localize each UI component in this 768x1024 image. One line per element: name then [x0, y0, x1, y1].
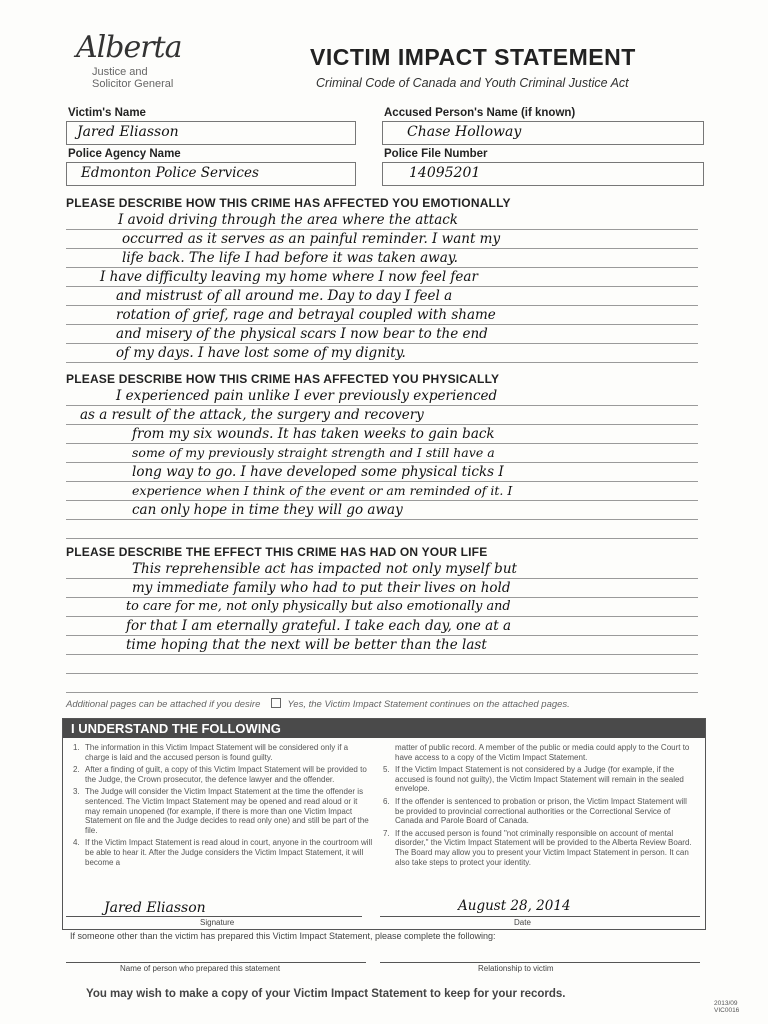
writing-line [66, 286, 698, 287]
handwritten-line: This reprehensible act has impacted not only myself but [132, 561, 517, 577]
understand-item: 1. The information in this Victim Impact Statement will be considered only if a charge is laid and the accused person is found guilty. [73, 743, 349, 762]
understand-item: matter of public record. A member of the public or media could apply to the Court to have access to a copy of the Victim Impact Statement. [395, 743, 690, 762]
victim-name-field[interactable] [66, 121, 356, 145]
writing-line [66, 616, 698, 617]
signature-label: Signature [200, 918, 235, 927]
writing-line [66, 248, 698, 249]
accused-name-field[interactable] [382, 121, 704, 145]
physical-section-heading: PLEASE DESCRIBE HOW THIS CRIME HAS AFFECTED YOU PHYSICALLY [66, 372, 500, 386]
writing-line [66, 578, 698, 579]
continues-checkbox-label: Yes, the Victim Impact Statement continues on the attached pages. [287, 699, 570, 710]
understand-right-column [383, 743, 693, 870]
writing-line [66, 692, 698, 693]
writing-line [66, 229, 698, 230]
understand-heading: I UNDERSTAND THE FOLLOWING [63, 719, 705, 738]
alberta-logo [72, 30, 232, 90]
emotional-section-heading: PLEASE DESCRIBE HOW THIS CRIME HAS AFFECTED YOU EMOTIONALLY [66, 196, 511, 210]
writing-line [66, 343, 698, 344]
continues-checkbox[interactable] [271, 698, 281, 708]
preparer-name-line[interactable] [66, 962, 366, 963]
handwritten-line: occurred as it serves as an painful reminder. I want my [122, 231, 501, 247]
writing-line [66, 443, 698, 444]
handwritten-line: to care for me, not only physically but also emotionally and [126, 599, 511, 614]
police-agency-field[interactable] [66, 162, 356, 186]
accused-name-label: Accused Person's Name (if known) [384, 107, 576, 119]
writing-line [66, 424, 698, 425]
understand-item: 4. If the Victim Impact Statement is read aloud in court, anyone in the courtroom will be able to hear it. After the Judge considers the Victim Impact Statement, it will become a [73, 838, 373, 867]
signature-line[interactable] [66, 916, 362, 917]
document-subtitle: Criminal Code of Canada and Youth Criminal Justice Act [316, 76, 629, 90]
understand-item: 5. If the Victim Impact Statement is not considered by a Judge (for example, if the accused is found not guilty), the Victim Impact Statement will remain in the sealed envelope. [383, 765, 684, 794]
handwritten-line: for that I am eternally grateful. I take each day, one at a [126, 618, 511, 634]
understand-left-column [73, 743, 373, 870]
police-agency-value: Edmonton Police Services [81, 165, 259, 181]
handwritten-line: some of my previously straight strength and I still have a [132, 445, 495, 460]
police-file-label: Police File Number [384, 148, 488, 160]
victim-name-value: Jared Eliasson [77, 124, 179, 140]
writing-line [66, 462, 698, 463]
prepared-by-instruction: If someone other than the victim has prepared this Victim Impact Statement, please complete the following: [70, 931, 496, 941]
handwritten-line: life back. The life I had before it was taken away. [122, 250, 458, 266]
police-file-field[interactable] [382, 162, 704, 186]
understand-item: 3. The Judge will consider the Victim Impact Statement at the time the offender is sentenced. The Victim Impact Statement may be opened and read aloud or it may remain unopened (for example, if there is more than one Victim Impact Statement on file and the Judge decides to read only one) and still be part of the file. [73, 787, 369, 835]
handwritten-line: and misery of the physical scars I now bear to the end [116, 326, 488, 342]
understand-item: 2. After a finding of guilt, a copy of this Victim Impact Statement will be provided to the Judge, the Crown prosecutor, the defence lawyer and the offender. [73, 765, 367, 784]
writing-line [66, 519, 698, 520]
writing-line [66, 500, 698, 501]
ministry-name: Justice and Solicitor General [92, 66, 174, 90]
date-line[interactable] [380, 916, 700, 917]
handwritten-line: I experienced pain unlike I ever previously experienced [116, 388, 498, 404]
understand-item: 7. If the accused person is found "not criminally responsible on account of mental disorder," the Victim Impact Statement will be provided to the Alberta Review Board. The Board may allow you to present your Victim Impact Statement in person. It can also take steps to protect your identity. [383, 828, 692, 867]
form-code: 2013/09 VIC0016 [714, 1000, 740, 1014]
logo-wordmark: Alberta [76, 30, 182, 65]
handwritten-line: can only hope in time they will go away [132, 502, 403, 518]
accused-name-value: Chase Holloway [407, 124, 522, 140]
handwritten-line: of my days. I have lost some of my dignity. [116, 345, 406, 361]
handwritten-line: I have difficulty leaving my home where I now feel fear [100, 269, 478, 285]
handwritten-line: long way to go. I have developed some physical ticks I [132, 464, 504, 480]
handwritten-line: and mistrust of all around me. Day to day I feel a [116, 288, 453, 304]
handwritten-line: I avoid driving through the area where the attack [118, 212, 458, 228]
police-file-value: 14095201 [409, 165, 481, 181]
writing-line [66, 635, 698, 636]
document-title: VICTIM IMPACT STATEMENT [310, 44, 636, 70]
writing-line [66, 362, 698, 363]
footer-note: You may wish to make a copy of your Victim Impact Statement to keep for your records. [86, 988, 566, 1000]
writing-line [66, 673, 698, 674]
handwritten-line: rotation of grief, rage and betrayal coupled with shame [116, 307, 496, 323]
understand-item: 6. If the offender is sentenced to probation or prison, the Victim Impact Statement will be provided to provincial correctional authorities or the Correctional Service of Canada and Parole Board of Canada. [383, 796, 687, 826]
handwritten-line: time hoping that the next will be better than the last [126, 637, 487, 653]
date-value: August 28, 2014 [458, 898, 571, 914]
writing-line [66, 538, 698, 539]
handwritten-line: experience when I think of the event or am reminded of it. I [132, 483, 513, 498]
handwritten-line: from my six wounds. It has taken weeks to gain back [132, 426, 495, 442]
writing-line [66, 654, 698, 655]
writing-line [66, 597, 698, 598]
police-agency-label: Police Agency Name [68, 148, 181, 160]
relationship-label: Relationship to victim [478, 964, 554, 973]
writing-line [66, 305, 698, 306]
life-section-heading: PLEASE DESCRIBE THE EFFECT THIS CRIME HAS HAD ON YOUR LIFE [66, 545, 488, 559]
handwritten-line: my immediate family who had to put their lives on hold [132, 580, 511, 596]
preparer-name-label: Name of person who prepared this statement [120, 964, 281, 973]
signature-value: Jared Eliasson [104, 900, 206, 916]
victim-name-label: Victim's Name [68, 107, 146, 119]
writing-line [66, 405, 698, 406]
additional-pages-note: Additional pages can be attached if you desire Yes, the Victim Impact Statement continues on the attached pages. [66, 699, 570, 710]
writing-line [66, 267, 698, 268]
handwritten-line: as a result of the attack, the surgery and recovery [80, 407, 424, 423]
understand-box [62, 718, 706, 930]
writing-line [66, 324, 698, 325]
writing-line [66, 481, 698, 482]
relationship-line[interactable] [380, 962, 700, 963]
date-label: Date [514, 918, 531, 927]
